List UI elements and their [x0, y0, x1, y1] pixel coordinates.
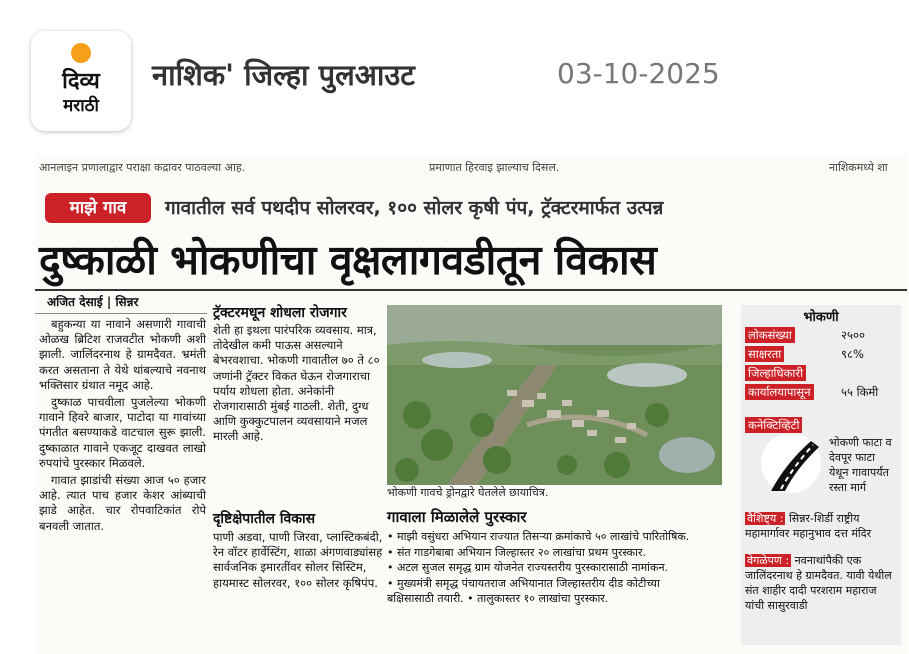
- sun-icon: [71, 43, 91, 63]
- top-strip-text-1: आनलाइन प्रणालाद्वार पराक्षा कद्रावर पाठवल्या आह.: [39, 161, 246, 174]
- byline-place: सिन्नर: [115, 295, 139, 309]
- paragraph: गावात झाडांची संख्या आज ५० हजार आहे. त्यात पाच हजार केशर आंब्याची झाडे आहेत. चार रोपवाटिकांत रोपे बनवली जातात.: [39, 473, 206, 533]
- road-icon: [761, 433, 821, 493]
- page-title: नाशिक' जिल्हा पुलआउट: [152, 58, 415, 92]
- newspaper-clipping: [35, 155, 907, 654]
- list-item: • अटल सुजल समृद्ध ग्राम योजनेत राज्यस्तरीय पुरस्कारासाठी नामांकन.: [387, 561, 669, 574]
- list-item: • माझी वसुंधरा अभियान राज्यात तिसऱ्या क्रमांकाचे ५० लाखांचे पारितोषिक.: [387, 530, 690, 543]
- byline-name: अजित देसाई: [47, 295, 103, 309]
- info-value: ९८%: [841, 347, 864, 361]
- info-row-collector: [745, 365, 897, 382]
- paragraph: बहुकन्या या नावाने असणारी गावाची ओळख ब्रिटिश राजवटीत भोकणी अशी झाली. जालिंदरनाथ हे ग्रामदैवत. भ्रमंती करत असताना ते येथे थांबल्याचे नवनाथ भक्तिसार ग्रंथात नमूद आहे.: [39, 317, 206, 392]
- section-badge: माझे गाव: [45, 193, 151, 223]
- awards-list: [387, 529, 727, 607]
- list-item: बक्षिसासाठी तयारी. • तालुकास्तर १० लाखांचा पुरस्कार.: [387, 592, 609, 605]
- info-value: ५५ किमी: [841, 385, 879, 399]
- article-column-2b: पाणी अडवा, पाणी जिरवा, प्लास्टिकबंदी, रेन वॉटर हार्वेस्टिंग, शाळा अंगणवाड्यांसह सार्वजनिक इमारतींवर सोलर सिस्टिम, हायमास्ट सोलरवर, १०० सोलर कृषिपंप.: [213, 530, 383, 590]
- article-column-2a: शेती हा इथला पारंपरिक व्यवसाय. मात्र, तोदेखील कमी पाऊस असल्याने बेभरवशाचा. भोकणी गावातील ७० ते ८० जणांनी ट्रॅक्टर विकत घेऊन रोजगाराचा पर्याय शोधला होता. अनेकांनी रोजगारासाठी मुंबई गाठली. शेती, दुग्ध आणि कुक्कुटपालन व्यवसायाने मजल मारली आहे.: [213, 323, 380, 444]
- info-key: जिल्हाधिकारी: [745, 365, 806, 381]
- feature-note: [745, 511, 897, 541]
- awards-heading: गावाला मिळालेले पुरस्कार: [387, 508, 527, 526]
- top-strip: [35, 155, 907, 177]
- feature-text: सिन्नर-शिर्डी राष्ट्रीय महामार्गावर महानुभाव दत्त मंदिर: [745, 512, 872, 540]
- top-strip-text-2: प्रमाणात हिरवाइ झाल्याच दिसल.: [429, 161, 560, 174]
- drone-photo: [387, 305, 722, 485]
- info-value: २५००: [841, 328, 865, 342]
- page-date: 03-10-2025: [557, 57, 720, 90]
- info-title: भोकणी: [803, 310, 839, 325]
- feature-label: वैशिष्ट्य :: [747, 512, 784, 525]
- info-row-population: [745, 327, 897, 344]
- app-logo: [31, 31, 131, 131]
- connectivity-text: भोकणी फाटा व देवपूर फाटा येथून गावापर्यंत रस्ता मार्ग: [829, 436, 892, 494]
- kicker-text: गावातील सर्व पथदीप सोलरवर, १०० सोलर कृषी पंप, ट्रॅक्टरमार्फत उत्पन्न: [165, 197, 664, 219]
- village-info-box: [741, 305, 901, 645]
- logo-line-2: मराठी: [63, 96, 99, 116]
- article-column-1: [39, 317, 206, 536]
- uniqueness-note: [745, 553, 899, 613]
- paragraph: दुष्काळ पाचवीला पुजलेल्या भोकणी गावाने हिवरे बाजार, पाटोदा या गावांच्या पंगतीत बसण्याकडे वाटचाल सुरू झाली. दुष्काळात गावाने एकजूट दाखवत लाखो रुपयांचे पुरस्कार मिळवले.: [39, 395, 206, 470]
- connectivity-label: कनेक्टिव्हिटी: [745, 417, 802, 433]
- info-key: साक्षरता: [745, 346, 784, 362]
- subheading-development: दृष्टिक्षेपातील विकास: [213, 511, 316, 527]
- info-row-literacy: [745, 346, 897, 363]
- list-item: • मुख्यमंत्री समृद्ध पंचायतराज अभियानात जिल्हास्तरीय दीड कोटीच्या: [387, 576, 660, 590]
- uniqueness-text: नवनाथांपैकी एक जालिंदरनाथ हे ग्रामदैवत. यावी येथील संत शाहीर दादी परशराम महाराज यांची सासुरवाडी: [745, 554, 892, 612]
- top-strip-text-3: नाशिकमध्ये शा: [829, 161, 888, 174]
- logo-line-1: दिव्य: [62, 69, 100, 94]
- subheading-tractor: ट्रॅक्टरमधून शोधला रोजगार: [213, 305, 347, 321]
- divider: [35, 313, 207, 314]
- uniqueness-label: वेगळेपण :: [747, 554, 790, 567]
- photo-caption: भोकणी गावचे ड्रोनद्वारे घेतलेले छायाचित्र.: [387, 486, 549, 499]
- headline: दुष्काळी भोकणीचा वृक्षलागवडीतून विकास: [39, 236, 657, 284]
- info-key: लोकसंख्या: [745, 327, 795, 343]
- byline: अजित देसाई | सिन्नर: [47, 295, 139, 309]
- divider: [35, 289, 907, 291]
- info-row-distance: [745, 384, 897, 401]
- info-key: कार्यालयापासून: [745, 384, 814, 400]
- list-item: • संत गाडगेबाबा अभियान जिल्हास्तर २० लाखांचा प्रथम पुरस्कार.: [387, 545, 646, 559]
